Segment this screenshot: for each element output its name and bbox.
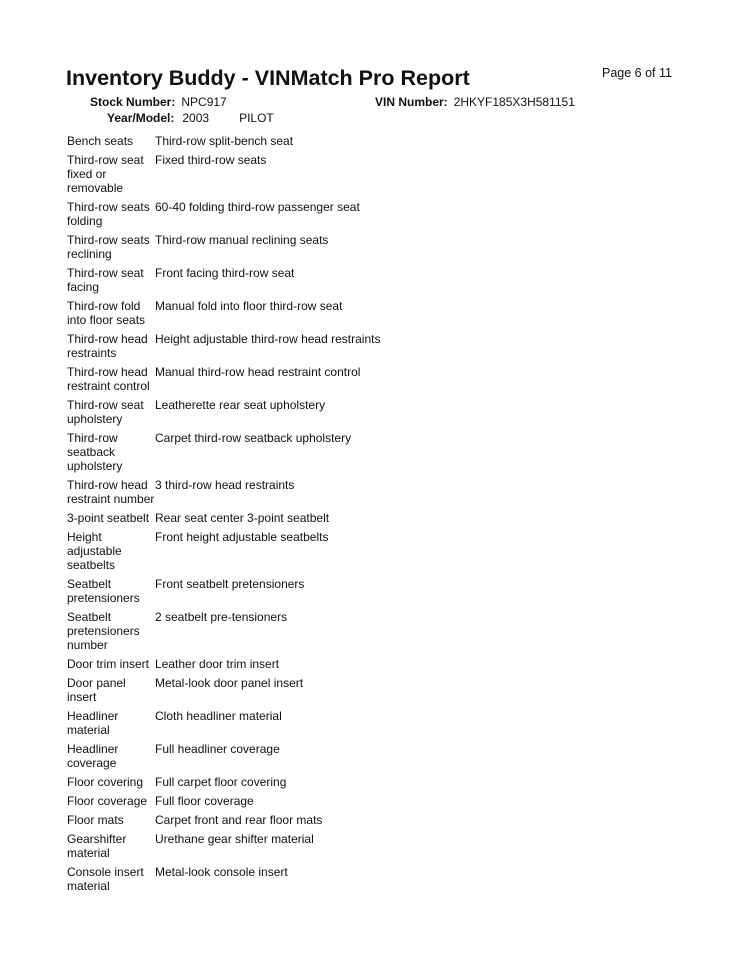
feature-label: Door trim insert <box>67 657 150 671</box>
feature-value: Metal-look door panel insert <box>155 676 304 690</box>
year-value: 2003 <box>182 111 210 125</box>
feature-row <box>64 200 380 233</box>
feature-value: Height adjustable third-row head restraints <box>155 332 381 346</box>
model-value: PILOT <box>239 111 274 125</box>
feature-label: Bench seats <box>67 134 134 148</box>
report-title: Inventory Buddy - VINMatch Pro Report <box>66 66 470 90</box>
vin-number-label: VIN Number: <box>375 95 448 109</box>
feature-label: Third-row seats reclining <box>67 233 150 261</box>
feature-label: Third-row seat facing <box>67 266 144 294</box>
feature-label: Third-row fold into floor seats <box>67 299 146 327</box>
feature-label: Height adjustable seatbelts <box>67 530 122 572</box>
feature-row <box>64 657 380 676</box>
feature-row <box>64 134 380 153</box>
feature-value: Cloth headliner material <box>155 709 282 723</box>
feature-label: Gearshifter material <box>67 832 127 860</box>
feature-value: Front seatbelt pretensioners <box>155 577 305 591</box>
feature-value: Full floor coverage <box>155 794 254 808</box>
page-number: Page 6 of 11 <box>602 66 672 80</box>
feature-row <box>64 865 380 898</box>
feature-row <box>64 530 380 577</box>
feature-label: Door panel insert <box>67 676 126 704</box>
feature-table <box>64 134 380 898</box>
feature-row <box>64 742 380 775</box>
feature-value: Rear seat center 3-point seatbelt <box>155 511 330 525</box>
feature-label: 3-point seatbelt <box>67 511 150 525</box>
feature-value: 60-40 folding third-row passenger seat <box>155 200 360 214</box>
feature-value: Manual fold into floor third-row seat <box>155 299 343 313</box>
feature-row <box>64 577 380 610</box>
feature-value: Leather door trim insert <box>155 657 280 671</box>
stock-number-label: Stock Number: <box>90 95 176 109</box>
feature-row <box>64 610 380 657</box>
feature-label: Third-row head restraint number <box>67 478 155 506</box>
feature-label: Seatbelt pretensioners <box>67 577 140 605</box>
feature-label: Floor mats <box>67 813 124 827</box>
feature-label: Headliner material <box>67 709 119 737</box>
feature-row <box>64 813 380 832</box>
feature-label: Third-row seats folding <box>67 200 150 228</box>
vin-number-row <box>375 95 575 109</box>
feature-row <box>64 365 380 398</box>
feature-value: Carpet front and rear floor mats <box>155 813 323 827</box>
feature-row <box>64 709 380 742</box>
feature-value: 2 seatbelt pre-tensioners <box>155 610 288 624</box>
feature-value: Front height adjustable seatbelts <box>155 530 329 544</box>
feature-label: Headliner coverage <box>67 742 119 770</box>
feature-value: Metal-look console insert <box>155 865 288 879</box>
feature-label: Third-row head restraints <box>67 332 148 360</box>
feature-row <box>64 233 380 266</box>
stock-number-row <box>90 95 227 109</box>
feature-row <box>64 478 380 511</box>
feature-value: 3 third-row head restraints <box>155 478 295 492</box>
feature-row <box>64 398 380 431</box>
feature-value: Fixed third-row seats <box>155 153 267 167</box>
feature-label: Seatbelt pretensioners number <box>67 610 140 652</box>
feature-row <box>64 266 380 299</box>
feature-value: Leatherette rear seat upholstery <box>155 398 326 412</box>
feature-row <box>64 794 380 813</box>
feature-row <box>64 775 380 794</box>
feature-row <box>64 332 380 365</box>
feature-label: Floor coverage <box>67 794 148 808</box>
feature-value: Full headliner coverage <box>155 742 280 756</box>
feature-row <box>64 511 380 530</box>
feature-value: Front facing third-row seat <box>155 266 295 280</box>
feature-value: Carpet third-row seatback upholstery <box>155 431 352 445</box>
feature-label: Floor covering <box>67 775 144 789</box>
feature-row <box>64 832 380 865</box>
year-model-row <box>107 111 274 125</box>
stock-number-value: NPC917 <box>181 95 227 109</box>
feature-row <box>64 676 380 709</box>
feature-label: Third-row seat fixed or removable <box>67 153 144 195</box>
feature-label: Third-row seat upholstery <box>67 398 144 426</box>
year-model-label: Year/Model: <box>107 111 175 125</box>
feature-row <box>64 153 380 200</box>
feature-label: Console insert material <box>67 865 144 893</box>
feature-value: Urethane gear shifter material <box>155 832 314 846</box>
feature-label: Third-row head restraint control <box>67 365 150 393</box>
feature-value: Third-row manual reclining seats <box>155 233 329 247</box>
feature-value: Third-row split-bench seat <box>155 134 294 148</box>
vin-number-value: 2HKYF185X3H581151 <box>453 95 575 109</box>
feature-row <box>64 299 380 332</box>
feature-row <box>64 431 380 478</box>
feature-value: Manual third-row head restraint control <box>155 365 361 379</box>
feature-label: Third-row seatback upholstery <box>67 431 123 473</box>
feature-value: Full carpet floor covering <box>155 775 287 789</box>
